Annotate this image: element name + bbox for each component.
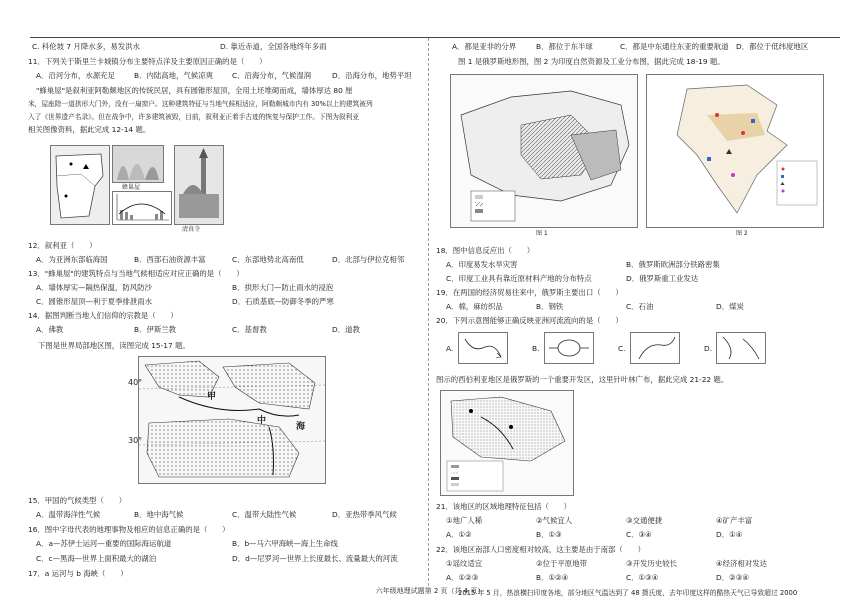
q20-option-c: C. [618,344,626,353]
passage-line-3: 入了《世界遗产名录》。但在战争中，许多建筑被毁，目前，叙利亚正着手古迹的恢复与保护工作。下图为叙利亚 [28,113,360,121]
russia-terrain-map [450,74,638,228]
russia-figure-caption: 图 1 [536,230,548,237]
q20-sketch-d-graphic [717,333,765,363]
q16-option-b: B．b—马六甲海峡—海上生命线 [232,539,338,548]
q19-option-c: C．石油 [626,302,654,311]
q22-option-d: D．②③④ [716,573,749,582]
mediterranean-map-graphic [139,357,325,483]
question-17: 17．a 运河与 b 海峡（ ） [28,569,128,578]
q16-option-d: D．d—尼罗河—世界上长度最长、流量最大的河流 [232,554,398,563]
q20-sketch-b [544,332,594,364]
passage-line-4: 相关图像资料，据此完成 12-14 题。 [28,125,151,134]
question-20: 20．下列示意图能够正确反映亚洲河流流向的是（ ） [436,316,623,325]
q12-option-d: D．北部与伊拉克相邻 [332,255,405,264]
q13-option-c: C．圆锥形屋顶—利于夏季排泄雨水 [36,297,153,306]
mosque-caption: 清真寺 [182,226,201,233]
q20-option-d: D. [704,344,713,353]
syria-map-figure [50,145,110,225]
q18-19-intro: 图 1 是俄罗斯地形图，图 2 为印度自然资源及工业分布图，据此完成 18-19 题。 [458,57,725,66]
q13-option-a: A．墙体厚实—隔热保温，防风防沙 [36,283,152,292]
siberia-map-figure [440,390,574,496]
q22-option-a: A．①②③ [446,573,479,582]
map-label-jia: 甲 [207,392,217,402]
question-15: 15．甲国的气候类型（ ） [28,496,127,505]
question-16: 16．图中字母代表的地理事物及相应的信息正确的是（ ） [28,525,230,534]
question-13: 13．"蜂巢屋"的建筑特点与当地气候相适应对应正确的是（ ） [28,269,244,278]
question-21: 21．该地区的区域地理特征包括（ ） [436,502,572,511]
q21-option-d: D．①④ [716,530,743,539]
q13-option-d: D．石质基底—防御冬季的严寒 [232,297,334,306]
q22-option-b: B．①②④ [536,573,569,582]
q15-option-b: B．地中海气候 [134,510,184,519]
q11-option-c: C．沿海分布，气候湿润 [232,71,312,80]
beehive-caption: 蜂巢屋 [122,184,141,191]
q19-option-b: B．钢铁 [536,302,564,311]
question-11: 11．下列关于斯里兰卡城镇分布主要特点洋及主要原因正确的是（ ） [28,57,267,66]
map-intro: 下图是世界局部地区图，读图完成 15-17 题。 [38,341,190,350]
page-footer: 六年级地理试题第 2 页（共 4 页） [375,587,485,595]
q22-statement-3: ③开发历史较长 [626,559,677,568]
india-figure-caption: 图 2 [736,230,748,237]
q16-option-c: C．c—黑海—世界上面积最大的湖泊 [36,554,157,563]
question-12: 12．叙利亚（ ） [28,241,97,250]
q12-option-b: B．西部石油资源丰富 [134,255,206,264]
q12-option-a: A．为亚洲东部临海国 [36,255,108,264]
q20-sketch-c-graphic [631,333,679,363]
q15-option-d: D．亚热带季风气候 [332,510,397,519]
option-d-prev: D. 靠近赤道，全国各地终年多雨 [220,42,327,51]
q17-option-a: A．都是亚非的分界 [452,42,517,51]
q12-option-c: C．东部地势北高南低 [232,255,304,264]
q22-option-c: C．①③④ [626,573,659,582]
q18-option-c: C．印度工业具有靠近原材料产地的分布特点 [446,274,592,283]
beehive-house-photo [112,145,164,183]
q11-option-d: D．沿海分布，地势平坦 [332,71,412,80]
map-label-hai: 海 [296,422,306,432]
q20-sketch-a [458,332,508,364]
q14-option-c: C．基督教 [232,325,267,334]
q20-option-a: A. [446,344,454,353]
q21-option-b: B．①③ [536,530,562,539]
q16-option-a: A．a—苏伊士运河—重要的国际海运航道 [36,539,172,548]
option-c-prev: C. 科伦坡 7 月降水多，易发洪水 [32,42,140,51]
map-lat-40: 40° [128,378,143,387]
q20-sketch-c [630,332,680,364]
q17-option-d: D．都位于低纬度地区 [736,42,809,51]
q18-option-a: A．印度易发水旱灾害 [446,260,518,269]
climate-chart-graphic [113,192,171,224]
question-18: 18．图中信息反应出（ ） [436,246,535,255]
q20-sketch-b-graphic [545,333,593,363]
question-22: 22．该地区南部人口密度相对较高，这主要是由于南部（ ） [436,545,645,554]
q17-option-c: C．都是中东通往东亚的重要航道 [620,42,729,51]
q18-option-b: B．俄罗斯欧洲部分铁路密集 [626,260,720,269]
india-resources-map [646,74,824,228]
q22-statement-1: ①谣纹适宜 [446,559,483,568]
mediterranean-map-figure [138,356,326,484]
passage-line-2: 米，屋座除一道拱形大门外，没有一扇窗户。这种建筑特征与当地气候相适应，阿勒颇城市内有 30%以上的建筑被列 [28,100,373,108]
q17-option-b: B．都位于东半球 [536,42,593,51]
q21-option-c: C．③④ [626,530,652,539]
q21-statement-2: ②气候宜人 [536,516,573,525]
q15-option-c: C．温带大陆性气候 [232,510,297,519]
syria-map-graphic [51,146,109,224]
climate-chart-figure [112,191,172,225]
q14-option-a: A．佛教 [36,325,64,334]
passage-line-1: "蜂巢屋"是叙利亚阿勒颇地区的传统民居，具有圆锥形屋顶，全用土坯堆砌而成，墙体厚达 80 厘 [36,86,353,95]
q22-statement-2: ②位于平原地带 [536,559,587,568]
question-14: 14．据图判断当地人们信仰的宗教是（ ） [28,311,178,320]
mosque-photo [174,145,224,225]
map-label-zhong: 中 [257,416,267,426]
q20-sketch-d [716,332,766,364]
map-lat-30: 30° [128,436,143,445]
siberia-map-graphic [441,391,573,495]
question-19: 19．在两国的经济贸易往来中，俄罗斯主要出口（ ） [436,288,623,297]
q21-statement-3: ③交通便捷 [626,516,663,525]
q11-option-a: A．沿河分布，水源充足 [36,71,115,80]
q18-option-d: D．俄罗斯重工业发达 [626,274,699,283]
q19-option-d: D．煤炭 [716,302,744,311]
q20-sketch-a-graphic [459,333,507,363]
q21-option-a: A．①② [446,530,472,539]
mosque-graphic [175,146,223,224]
heatwave-passage: 2015 年 5 月，热浪横扫印度各地，部分地区气温达到了 48 摄氏度，去年印度这样的酷热天气已导致超过 2000 [458,589,798,597]
russia-terrain-graphic [451,75,637,227]
beehive-house-graphic [113,146,163,182]
q15-option-a: A．温带海洋性气候 [36,510,101,519]
q21-22-intro: 图示的西伯利亚地区是俄罗斯的一个重要开发区，这里针叶林广布，据此完成 21-22 题。 [436,375,729,384]
q21-statement-1: ①地广人稀 [446,516,483,525]
q14-option-b: B．伊斯兰教 [134,325,177,334]
q20-option-b: B. [532,344,540,353]
column-divider [428,38,429,586]
q13-option-b: B．拱形大门—防止雨水的浸泡 [232,283,334,292]
top-rule [30,37,840,38]
q21-statement-4: ④矿产丰富 [716,516,753,525]
q22-statement-4: ④经济相对发达 [716,559,767,568]
q11-option-b: B．内陆高地，气候凉爽 [134,71,213,80]
q14-option-d: D．道教 [332,325,360,334]
india-resources-graphic [647,75,823,227]
q19-option-a: A．棉，麻纺织品 [446,302,503,311]
